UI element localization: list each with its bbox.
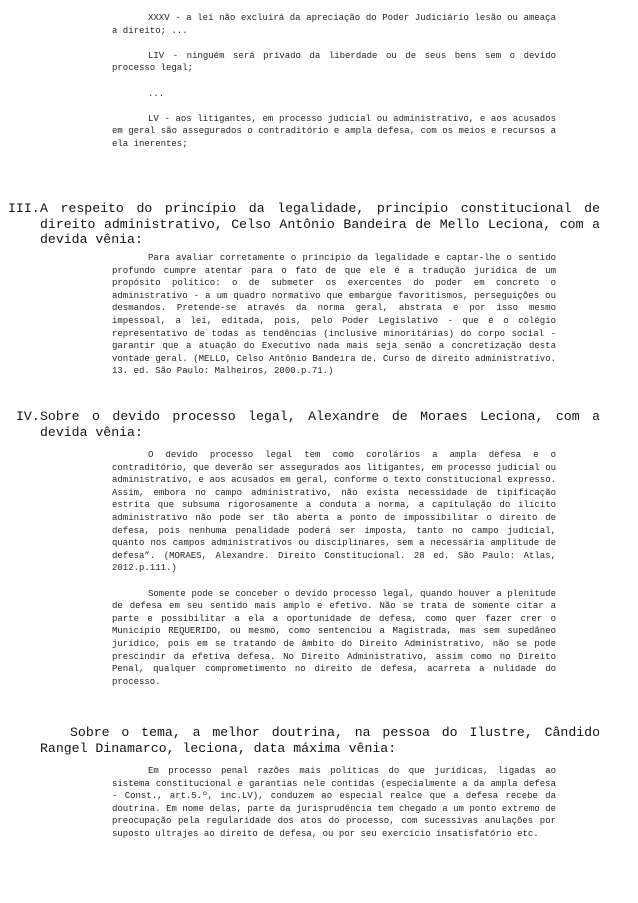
quote-paragraph: Em processo penal razões mais políticas do que jurídicas, ligadas ao sistema constitucional e garantias nele contidas (especialmente a da ampla defesa - Const., art.5.º, inc.LV), conduzem ao especial realce que a defesa recebe da doutrina. Em nome delas, parte da jurisprudência tem chegado a um ponto extremo de preocupação pela regularidade dos atos do processo, com sucessivas anulações por suposto ultrajes ao direito de defesa, ou por seu exercício insatisfatório etc.	[112, 766, 556, 839]
section-number: IV.	[16, 409, 40, 424]
quote-paragraph: ...	[148, 88, 165, 99]
moraes-quote	[112, 449, 556, 688]
quote-paragraph: XXXV - a lei não excluirá da apreciação do Poder Judiciário lesão ou ameaça a direito; ...	[112, 13, 556, 36]
quote-paragraph: LV - aos litigantes, em processo judicial ou administrativo, e aos acusados em geral são assegurados o contraditório e ampla defesa, com os meios e recursos a ela inerentes;	[112, 113, 556, 149]
section-number: III.	[8, 201, 40, 216]
quote-paragraph: Somente pode se conceber o devido processo legal, quando houver a plenitude de defesa em seu sentido mais amplo e efetivo. Não se trata de somente citar a parte e possibilitar a ela a oportunidade de defesa, como quer fazer crer o Município REQUERIDO, ou mesmo, como sentenciou a Magistrada, mas sem supedâneo jurídico, pois em se tratando de âmbito do Direito Administrativo, não se pode prescindir da efetiva defesa. No Direito Administrativo, assim como no Direito Penal, qualquer comprometimento no direito de defesa, acarreta a nulidade do processo.	[112, 588, 556, 687]
constitution-quote	[112, 12, 556, 151]
section-heading-legalidade	[8, 201, 600, 248]
quote-paragraph: LIV - ninguém será privado da liberdade ou de seus bens sem o devido processo legal;	[112, 50, 556, 74]
body-paragraph-dinamarco: Sobre o tema, a melhor doutrina, na pessoa do Ilustre, Cândido Rangel Dinamarco, leciona, data máxima vênia:	[40, 725, 600, 756]
section-heading-text: A respeito do princípio da legalidade, princípio constitucional de direito administrativo, Celso Antônio Bandeira de Mello Leciona, com a devida vênia:	[40, 201, 600, 248]
section-heading-devido-processo	[8, 409, 600, 440]
dinamarco-quote	[112, 765, 556, 841]
mello-quote	[112, 252, 556, 378]
quote-paragraph: O devido processo legal tem como corolários a ampla defesa e o contraditório, que deverão ser assegurados aos litigantes, em processo judicial ou administrativo, e aos acusados em geral, conforme o texto constitucional expresso. Assim, embora no campo administrativo, não exista necessidade de tipificação estrita que subsuma rigorosamente a conduta a norma, a capitulação do ilícito administrativo não pode ser tão aberta a ponto de impossibilitar o direito de defesa, pois nenhuma penalidade poderá ser imposta, tanto no campo judicial, quanto nos campos administrativos ou disciplinares, sem a necessária amplitude de defesa”. (MORAES, Alexandre. Direito Constitucional. 28 ed. São Paulo: Atlas, 2012.p.111.)	[112, 450, 556, 574]
quote-paragraph: Para avaliar corretamente o princípio da legalidade e captar-lhe o sentido profundo cumpre atentar para o fato de que ele é a tradução jurídica de um propósito político: o de submeter os exercentes do poder em concreto o administrativo - a um quadro normativo que embargue favoritismos, perseguições ou desmandos. Pretende-se através da norma geral, abstrata e por isso mesmo impessoal, a lei, editada, pois, pelo Poder Legislativo - que é o colégio representativo de todas as tendências (inclusive minoritárias) do corpo social - garantir que a atuação do Executivo nada mais seja senão a concretização desta vontade geral. (MELLO, Celso Antônio Bandeira de. Curso de direito administrativo. 13. ed. São Paulo: Malheiros, 2000.p.71.)	[112, 253, 556, 377]
section-heading-text: Sobre o devido processo legal, Alexandre de Moraes Leciona, com a devida vênia:	[40, 409, 600, 440]
